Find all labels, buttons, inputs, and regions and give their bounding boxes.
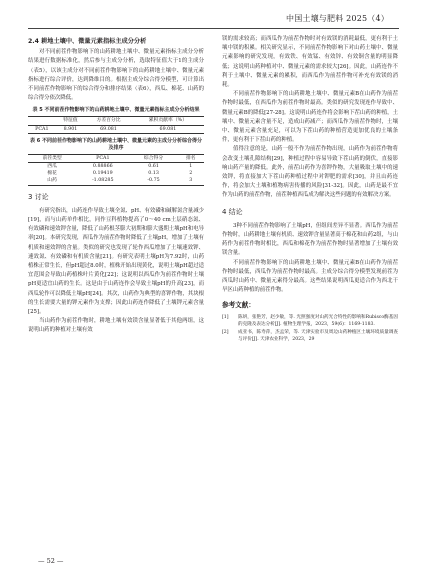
table-cell: 西瓜: [47, 164, 57, 170]
table-cell: 3: [189, 178, 193, 184]
table-header-cell: 累积贡献率（%）: [148, 118, 187, 124]
table-header-cell: 综合得分: [143, 155, 164, 161]
table6-header-row: [28, 154, 204, 162]
reference-text: 成亚书，陈寿萍，杰孟荣，等. 天津实验市及周边山药种植区土壤环境质量调查与评价[J]. 天津农业科学，2023，29: [238, 330, 398, 343]
table-cell: 山药: [47, 178, 57, 184]
header-rule: [28, 28, 399, 29]
table-cell: 69.081: [159, 126, 177, 132]
table5-header-row: [28, 117, 204, 125]
references-heading: 参考文献：: [222, 301, 255, 310]
table-cell: 0.88866: [92, 164, 113, 170]
paragraph-discussion-3: 不同前茬作物影响下的山药耕地土壤中、微量元素B在山药作为前茬作物时最低，在西瓜作为前茬作物时最高。类似的研究发现连作导致中、微量元素B的降低[27-28]。这说明山药连作将会影响下茬山药的种植，土壤中、微量元素含量不足，造成山药减产；而西瓜作为前茬作物时，土壤中、微量元素含量充足，可以为下茬山药的种植营造更加优良的土壤条件，更有利于下茬山药的种植。: [222, 91, 398, 144]
reference-list: [222, 314, 398, 344]
reference-item: [222, 329, 398, 343]
table-cell: 0.13: [148, 171, 159, 177]
reference-text: 陈妍，张艳芳，赵少敏，等. 光照强度对山药光合特性的影响和Rubisco酶基因的克隆及表达分析[J]. 植物生理学报，2023，59(6)：1169-1183.: [238, 314, 398, 327]
table6-caption: 表 6 不同前茬作物影响下的山药耕地土壤中、微量元素的主成分分析综合得分及排序: [30, 137, 202, 151]
table-row: [28, 177, 204, 185]
section-heading-3: 3 讨论: [28, 192, 49, 201]
table-cell: 8.901: [63, 126, 78, 132]
reference-number: [1]: [222, 314, 229, 320]
table-cell: -0.75: [147, 178, 160, 184]
reference-item: [222, 314, 398, 328]
table5-caption: 表 5 不同前茬作物影响下的山药耕地土壤中、微量元素指标主成分分析结果: [32, 107, 200, 114]
table-header-cell: 前茬类型: [42, 155, 62, 161]
table-cell: 0.61: [148, 164, 159, 170]
table-header-cell: PCA1: [96, 155, 110, 161]
paragraph-pca: 对不同前茬作物影响下的山药耕地土壤中、微量元素指标主成分分析结果进行数据标准化，然后参与主成分分析，选取特征值大于1的主成分（表5），以该主成分对不同前茬作物影响下的山药耕地土壤中、微量元素指标进行综合评价，达到降维目的。根据主成分综合得分模型，可计算出不同前茬作物影响下的综合得分和排序结果（表6），西瓜、棉花、山药的综合得分依次降低。: [28, 49, 204, 102]
table-row: [28, 163, 204, 171]
journal-title: 中国土壤与肥料 2025（4）: [286, 14, 389, 23]
section-heading-4: 4 结论: [222, 207, 243, 216]
table-header-cell: 排名: [186, 155, 196, 161]
paragraph-conclusion-2: 不同前茬作物影响下的山药耕地土壤中、微量元素B在山药作为前茬作物时最低，西瓜作为前茬作物时最高。主成分综合得分模型发现前茬为西瓜时山药中、微量元素得分最高。这些结果说明西瓜更适合作为西北干旱区山药种植的前茬作物。: [222, 259, 398, 294]
table6: [28, 154, 204, 186]
table-header-cell: 特征值: [63, 118, 78, 124]
table-cell: 2: [189, 171, 193, 177]
table-header-cell: 方差百分比: [96, 118, 121, 124]
paragraph-continued: 镁的需求较高；而西瓜作为前茬作物时对有效镁的消耗最低，更有利于土壤中镁的积累。相关研究显示，不同前茬作物影响下对山药土壤中、微量元素影响的研究发现，有效铁、有效锰、有效锌、有效铜含量的明显降低；这说明山药种植对中、微量元素的需求较大[26]。因此，山药连作不利于土壤中、微量元素的累积，而西瓜作为前茬作物可补充有效镁的消耗。: [222, 36, 398, 89]
table-cell: 棉花: [47, 171, 57, 177]
reference-number: [2]: [222, 330, 229, 336]
left-column: [28, 35, 204, 336]
right-column: [222, 35, 398, 345]
table-cell: PCA1: [35, 126, 49, 132]
table-cell: -1.08285: [92, 178, 114, 184]
table-row: [28, 170, 204, 177]
table-cell: 0.19419: [92, 171, 113, 177]
paragraph-discussion-1: 有研究指出，山药连作导致土壤全氮、pH、有效磷和碱解氮含量减少[19]，而与山药单作相比，同作豆科植物提高了0～40 cm土层硝态氮、有效磷和速效钾含量，降低了山药根茎膨大初期和膨大盛期土壤pH和电导率[20]。本研究发现，西瓜作为前茬作物时降低了土壤pH，增加了土壤有机质和速效钾的含量。类似的研究也发现了轮作西瓜增加了土壤速效钾、速效氮、有效磷和有机质含量[21]。有研究表明土壤pH为7.92时，山药植株正常生长，但pH超过8.0时，植株开始出现黄化，说明土壤pH超过适宜范围会导致山药植株叶片黄化[22]；这说明以西瓜作为前茬作物时土壤pH更适宜山药的生长。这是由于山药连作会导致土壤pH的升高[23]，而西瓜轮作可以降低土壤pH[24]。其次，山药作为典型的喜钾作物，其块根的生长需要大量的钾元素作为支撑；因此山药连作降低了土壤钾元素含量[25]。: [28, 207, 204, 316]
section-heading-2-4: 2.4 耕地土壤中、微量元素指标主成分分析: [28, 38, 147, 45]
table-row: [28, 125, 204, 133]
paragraph-discussion-2: 当山药作为前茬作物时，耕地土壤有效镁含量显著低于其他两组，这说明山药的种植对土壤有效: [28, 318, 204, 334]
paragraph-discussion-4: 值得注意的是，山药一般不作为前茬作物出现，山药作为前茬作物将会改变土壤孔隙结构[29]，种植过程中容易导致下茬山药的倒伏，直接影响山药产量的降低。此外，前茬山药作为喜钾作物，大量吸取土壤中的速效钾，将直接加大下茬山药种植过程中对钾肥的需求[30]，并且山药连作，将会加大土壤和植物病害传播的风险[31-32]。因此，山药是最不宜作为山药的前茬作物，前茬种植西瓜成为解决这些问题的有效解决方案。: [222, 146, 398, 199]
page-number: — 52 —: [38, 557, 64, 565]
table-header-cell: [28, 117, 56, 125]
table5: [28, 116, 204, 133]
table-cell: 69.081: [100, 126, 117, 132]
table-cell: 1: [189, 164, 193, 170]
page-header: [0, 0, 427, 40]
paragraph-conclusion-1: 3种不同前茬作物影响了土壤pH，但组间差异不显著。西瓜作为前茬作物时，山药耕地土壤有机质、速效钾含量显著高于棉花和山药2组，与山药作为前茬作物时相比，西瓜和棉花作为前茬作物时显著增加了土壤有效镁含量。: [222, 222, 398, 257]
